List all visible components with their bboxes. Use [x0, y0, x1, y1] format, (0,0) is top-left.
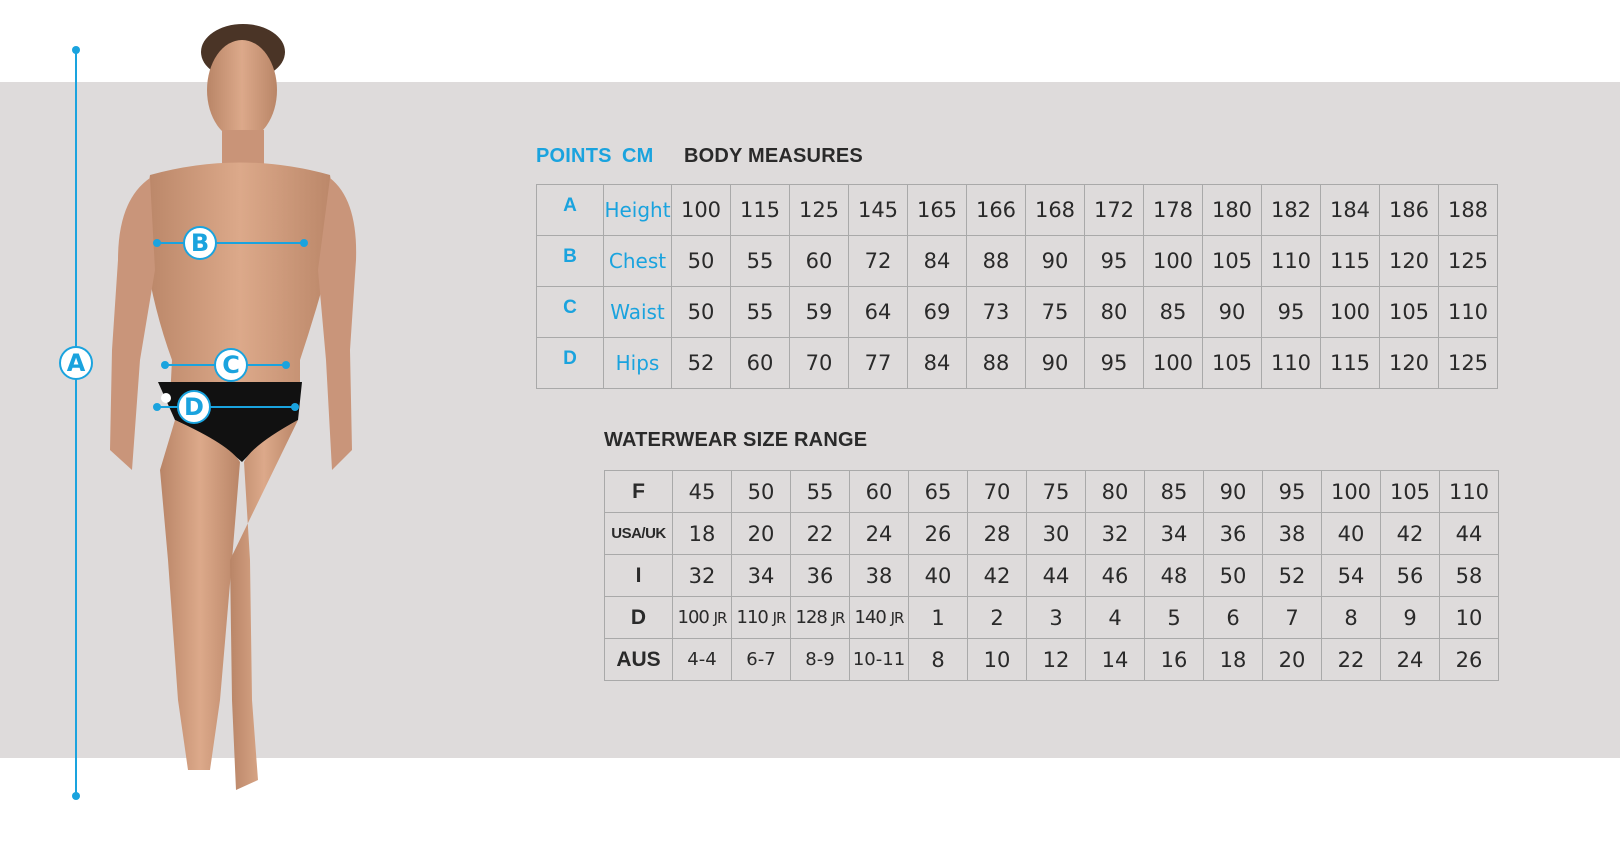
value-cell: 88	[967, 236, 1026, 287]
value-cell: 24	[850, 513, 909, 555]
table-row	[537, 338, 1498, 389]
value-cell: 100	[672, 185, 731, 236]
value-cell: 95	[1085, 338, 1144, 389]
value-cell: 70	[790, 338, 849, 389]
value-cell: 95	[1262, 287, 1321, 338]
table-row	[605, 471, 1499, 513]
value-cell: 70	[968, 471, 1027, 513]
value-cell: 38	[1263, 513, 1322, 555]
value-cell: 50	[672, 287, 731, 338]
value-cell: 105	[1380, 287, 1439, 338]
value-cell: 36	[791, 555, 850, 597]
value-cell: 88	[967, 338, 1026, 389]
value-cell: 105	[1203, 338, 1262, 389]
marker-a: A	[59, 346, 93, 380]
value-cell: 125	[790, 185, 849, 236]
value-cell: 100	[1144, 338, 1203, 389]
value-cell: 75	[1027, 471, 1086, 513]
value-cell: 46	[1086, 555, 1145, 597]
value-cell: 10	[968, 639, 1027, 681]
value-cell: 115	[731, 185, 790, 236]
value-cell	[673, 597, 732, 639]
size-number: 128	[795, 607, 827, 628]
value-cell: 7	[1263, 597, 1322, 639]
value-cell: 166	[967, 185, 1026, 236]
value-cell: 32	[1086, 513, 1145, 555]
value-cell: 38	[850, 555, 909, 597]
size-range-table	[604, 470, 1499, 681]
value-cell: 34	[732, 555, 791, 597]
table-row	[605, 513, 1499, 555]
point-cell: A	[537, 185, 604, 236]
size-label-cell: I	[605, 555, 673, 597]
value-cell: 125	[1439, 338, 1498, 389]
value-cell: 16	[1145, 639, 1204, 681]
value-cell: 1	[909, 597, 968, 639]
value-cell: 20	[732, 513, 791, 555]
value-cell: 90	[1026, 338, 1085, 389]
value-cell: 4	[1086, 597, 1145, 639]
value-cell: 10-11	[850, 639, 909, 681]
value-cell: 6-7	[732, 639, 791, 681]
value-cell: 55	[791, 471, 850, 513]
size-range-heading: WATERWEAR SIZE RANGE	[604, 429, 868, 451]
value-cell: 120	[1380, 236, 1439, 287]
value-cell: 10	[1440, 597, 1499, 639]
value-cell: 95	[1263, 471, 1322, 513]
table-row	[537, 236, 1498, 287]
body-measures-table	[536, 184, 1498, 389]
value-cell: 84	[908, 236, 967, 287]
value-cell: 145	[849, 185, 908, 236]
value-cell: 100	[1322, 471, 1381, 513]
value-cell: 105	[1381, 471, 1440, 513]
value-cell: 2	[968, 597, 1027, 639]
value-cell: 184	[1321, 185, 1380, 236]
value-cell: 40	[909, 555, 968, 597]
value-cell: 186	[1380, 185, 1439, 236]
table-row	[605, 597, 1499, 639]
size-label-cell: D	[605, 597, 673, 639]
value-cell: 172	[1085, 185, 1144, 236]
value-cell: 48	[1145, 555, 1204, 597]
value-cell: 52	[672, 338, 731, 389]
value-cell: 110	[1262, 338, 1321, 389]
value-cell: 80	[1085, 287, 1144, 338]
value-cell: 115	[1321, 338, 1380, 389]
size-number: 140	[854, 607, 886, 628]
value-cell: 36	[1204, 513, 1263, 555]
value-cell: 44	[1027, 555, 1086, 597]
table-row	[605, 555, 1499, 597]
body-measures-heading: BODY MEASURES	[684, 145, 863, 167]
value-cell: 77	[849, 338, 908, 389]
value-cell: 28	[968, 513, 1027, 555]
value-cell: 120	[1380, 338, 1439, 389]
value-cell: 188	[1439, 185, 1498, 236]
value-cell: 85	[1145, 471, 1204, 513]
value-cell	[791, 597, 850, 639]
value-cell: 24	[1381, 639, 1440, 681]
point-cell: D	[537, 338, 604, 389]
value-cell: 125	[1439, 236, 1498, 287]
value-cell: 45	[673, 471, 732, 513]
value-cell: 8	[909, 639, 968, 681]
value-cell: 60	[850, 471, 909, 513]
value-cell: 44	[1440, 513, 1499, 555]
jr-suffix: JR	[890, 609, 904, 627]
value-cell: 58	[1440, 555, 1499, 597]
value-cell: 72	[849, 236, 908, 287]
value-cell: 115	[1321, 236, 1380, 287]
value-cell: 100	[1144, 236, 1203, 287]
measure-label-cell: Waist	[604, 287, 672, 338]
table-row	[537, 287, 1498, 338]
points-heading: POINTS	[536, 145, 612, 167]
size-label-cell: F	[605, 471, 673, 513]
value-cell: 22	[1322, 639, 1381, 681]
value-cell: 110	[1439, 287, 1498, 338]
table-row	[537, 185, 1498, 236]
value-cell: 4-4	[673, 639, 732, 681]
marker-d: D	[177, 390, 211, 424]
value-cell: 26	[1440, 639, 1499, 681]
value-cell	[850, 597, 909, 639]
value-cell: 18	[1204, 639, 1263, 681]
value-cell: 69	[908, 287, 967, 338]
value-cell: 56	[1381, 555, 1440, 597]
value-cell: 40	[1322, 513, 1381, 555]
value-cell: 50	[1204, 555, 1263, 597]
value-cell: 75	[1026, 287, 1085, 338]
value-cell: 5	[1145, 597, 1204, 639]
measure-label-cell: Hips	[604, 338, 672, 389]
marker-b: B	[183, 226, 217, 260]
value-cell: 110	[1262, 236, 1321, 287]
value-cell: 20	[1263, 639, 1322, 681]
value-cell: 18	[673, 513, 732, 555]
value-cell: 90	[1204, 471, 1263, 513]
value-cell: 8-9	[791, 639, 850, 681]
value-cell: 14	[1086, 639, 1145, 681]
point-cell: B	[537, 236, 604, 287]
table-row	[605, 639, 1499, 681]
model-figure	[0, 0, 420, 856]
value-cell: 90	[1203, 287, 1262, 338]
value-cell: 65	[909, 471, 968, 513]
value-cell: 165	[908, 185, 967, 236]
cm-heading: CM	[622, 145, 654, 167]
value-cell: 105	[1203, 236, 1262, 287]
value-cell: 22	[791, 513, 850, 555]
jr-suffix: JR	[831, 609, 845, 627]
value-cell: 85	[1144, 287, 1203, 338]
value-cell: 54	[1322, 555, 1381, 597]
value-cell: 95	[1085, 236, 1144, 287]
value-cell: 42	[1381, 513, 1440, 555]
value-cell: 50	[732, 471, 791, 513]
value-cell: 80	[1086, 471, 1145, 513]
value-cell: 60	[731, 338, 790, 389]
value-cell: 64	[849, 287, 908, 338]
value-cell: 12	[1027, 639, 1086, 681]
value-cell: 42	[968, 555, 1027, 597]
value-cell: 32	[673, 555, 732, 597]
value-cell: 6	[1204, 597, 1263, 639]
value-cell: 73	[967, 287, 1026, 338]
value-cell: 34	[1145, 513, 1204, 555]
size-number: 110	[736, 607, 768, 628]
value-cell: 182	[1262, 185, 1321, 236]
value-cell: 90	[1026, 236, 1085, 287]
value-cell: 8	[1322, 597, 1381, 639]
measure-label-cell: Chest	[604, 236, 672, 287]
value-cell: 9	[1381, 597, 1440, 639]
value-cell: 100	[1321, 287, 1380, 338]
value-cell	[732, 597, 791, 639]
jr-suffix: JR	[713, 609, 727, 627]
value-cell: 168	[1026, 185, 1085, 236]
jr-suffix: JR	[772, 609, 786, 627]
value-cell: 84	[908, 338, 967, 389]
size-label-cell: USA/UK	[605, 513, 673, 555]
value-cell: 30	[1027, 513, 1086, 555]
measure-label-cell: Height	[604, 185, 672, 236]
value-cell: 26	[909, 513, 968, 555]
value-cell: 50	[672, 236, 731, 287]
marker-c: C	[214, 348, 248, 382]
value-cell: 3	[1027, 597, 1086, 639]
value-cell: 55	[731, 236, 790, 287]
value-cell: 55	[731, 287, 790, 338]
value-cell: 59	[790, 287, 849, 338]
value-cell: 60	[790, 236, 849, 287]
value-cell: 178	[1144, 185, 1203, 236]
value-cell: 110	[1440, 471, 1499, 513]
size-label-cell: AUS	[605, 639, 673, 681]
value-cell: 52	[1263, 555, 1322, 597]
point-cell: C	[537, 287, 604, 338]
value-cell: 180	[1203, 185, 1262, 236]
size-number: 100	[677, 607, 709, 628]
